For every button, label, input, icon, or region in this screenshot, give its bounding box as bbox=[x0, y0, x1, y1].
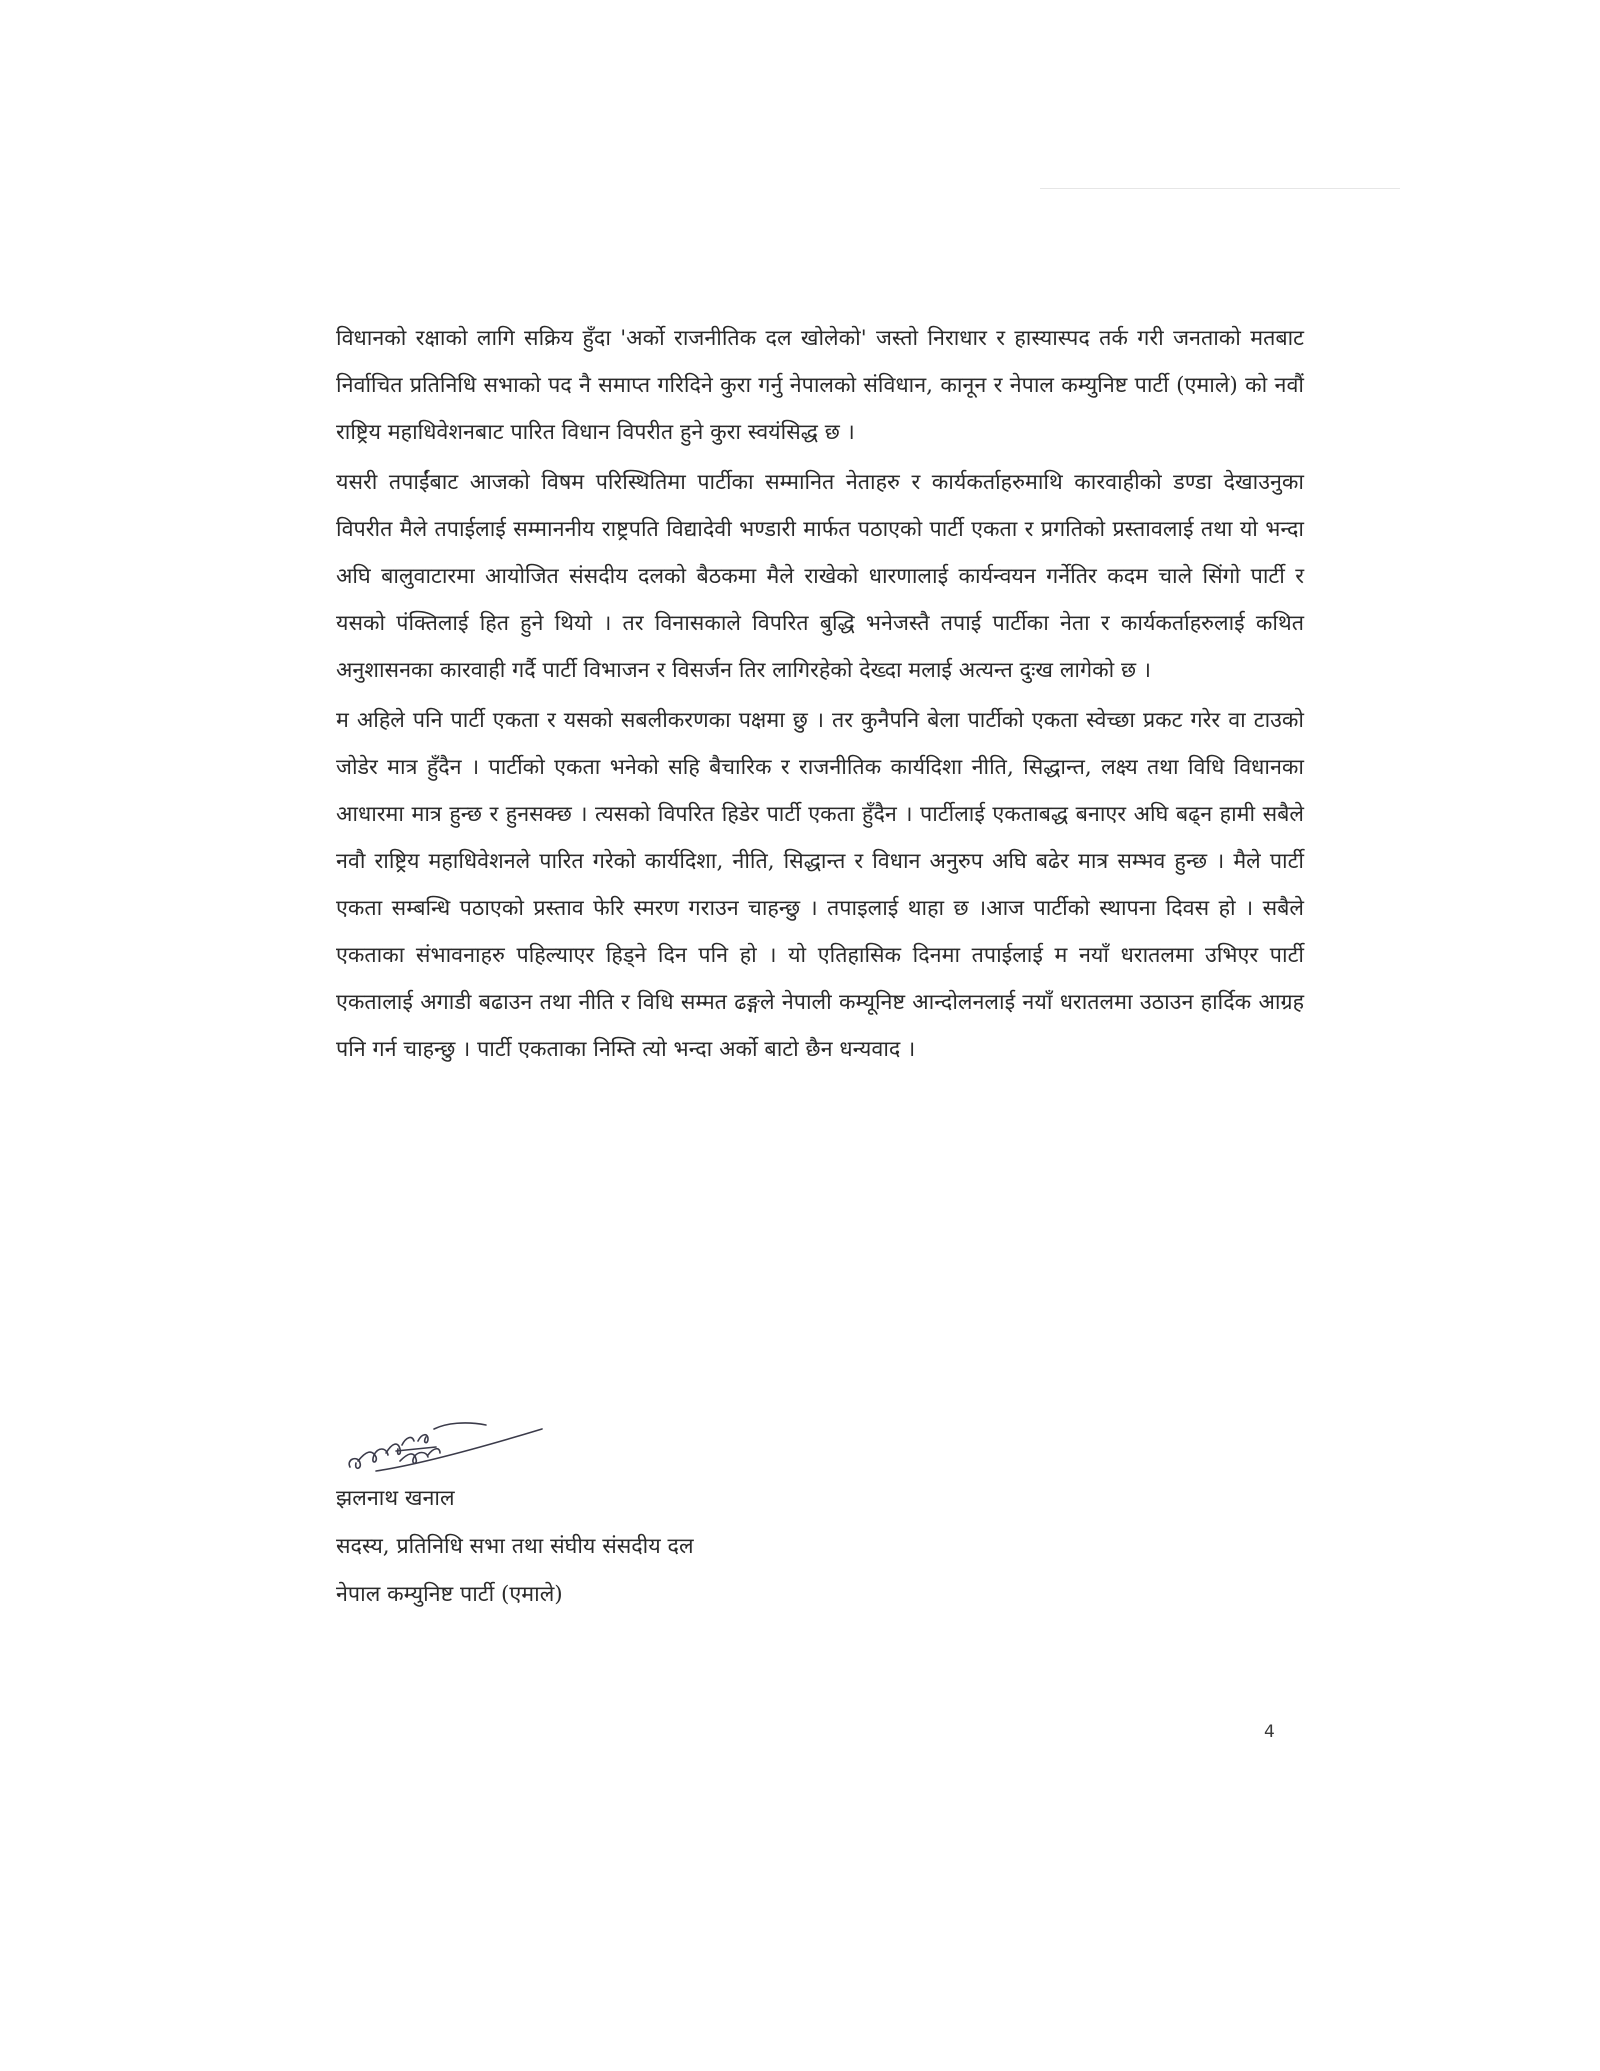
signatory-position: सदस्य, प्रतिनिधि सभा तथा संघीय संसदीय दल bbox=[336, 1534, 694, 1559]
signatory-name: झलनाथ खनाल bbox=[336, 1486, 455, 1511]
paragraph-2: यसरी तपाईंबाट आजको विषम परिस्थितिमा पार्टीका सम्मानित नेताहरु र कार्यकर्ताहरुमाथि कारवाहीको डण्डा देखाउनुका विपरीत मैले तपाईलाई सम्माननीय राष्ट्रपति विद्यादेवी भण्डारी मार्फत पठाएको पार्टी एकता र प्रगतिको प्रस्तावलाई तथा यो भन्दा अघि बालुवाटारमा आयोजित संसदीय दलको बैठकमा मैले राखेको धारणालाई कार्यन्वयन गर्नेतिर कदम चाले सिंगो पार्टी र यसको पंक्तिलाई हित हुने थियो । तर विनासकाले विपरित बुद्धि भनेजस्तै तपाई पार्टीका नेता र कार्यकर्ताहरुलाई कथित अनुशासनका कारवाही गर्दै पार्टी विभाजन र विसर्जन तिर लागिरहेको देख्दा मलाई अत्यन्त दुःख लागेको छ । bbox=[336, 470, 1304, 683]
handwritten-signature bbox=[336, 1405, 546, 1485]
signature-block bbox=[336, 1405, 936, 1619]
scan-artifact-line bbox=[1040, 188, 1400, 189]
page-number: 4 bbox=[1264, 1722, 1275, 1742]
paragraph-1: विधानको रक्षाको लागि सक्रिय हुँदा 'अर्को राजनीतिक दल खोलेको' जस्तो निराधार र हास्यास्पद तर्क गरी जनताको मतबाट निर्वाचित प्रतिनिधि सभाको पद नै समाप्त गरिदिने कुरा गर्नु नेपालको संविधान, कानून र नेपाल कम्युनिष्ट पार्टी (एमाले) को नवौं राष्ट्रिय महाधिवेशनबाट पारित विधान विपरीत हुने कुरा स्वयंसिद्ध छ । bbox=[336, 326, 1304, 445]
letter-body bbox=[336, 315, 1304, 1073]
signatory-party: नेपाल कम्युनिष्ट पार्टी (एमाले) bbox=[336, 1582, 563, 1607]
paragraph-3: म अहिले पनि पार्टी एकता र यसको सबलीकरणका पक्षमा छु । तर कुनैपनि बेला पार्टीको एकता स्वेच्छा प्रकट गरेर वा टाउको जोडेर मात्र हुँदैन । पार्टीको एकता भनेको सहि बैचारिक र राजनीतिक कार्यदिशा नीति, सिद्धान्त, लक्ष्य तथा विधि विधानका आधारमा मात्र हुन्छ र हुनसक्छ । त्यसको विपरित हिडेर पार्टी एकता हुँदैन । पार्टीलाई एकताबद्ध बनाएर अघि बढ्न हामी सबैले नवौ राष्ट्रिय महाधिवेशनले पारित गरेको कार्यदिशा, नीति, सिद्धान्त र विधान अनुरुप अघि बढेर मात्र सम्भव हुन्छ । मैले पार्टी एकता सम्बन्धि पठाएको प्रस्ताव फेरि स्मरण गराउन चाहन्छु । तपाइलाई थाहा छ ।आज पार्टीको स्थापना दिवस हो । सबैले एकताका संभावनाहरु पहिल्याएर हिड्ने दिन पनि हो । यो एतिहासिक दिनमा तपाईलाई म नयाँ धरातलमा उभिएर पार्टी एकतालाई अगाडी बढाउन तथा नीति र विधि सम्मत ढङ्गले नेपाली कम्यूनिष्ट आन्दोलनलाई नयाँ धरातलमा उठाउन हार्दिक आग्रह पनि गर्न चाहन्छु । पार्टी एकताका निम्ति त्यो भन्दा अर्को बाटो छैन धन्यवाद । bbox=[336, 708, 1304, 1062]
